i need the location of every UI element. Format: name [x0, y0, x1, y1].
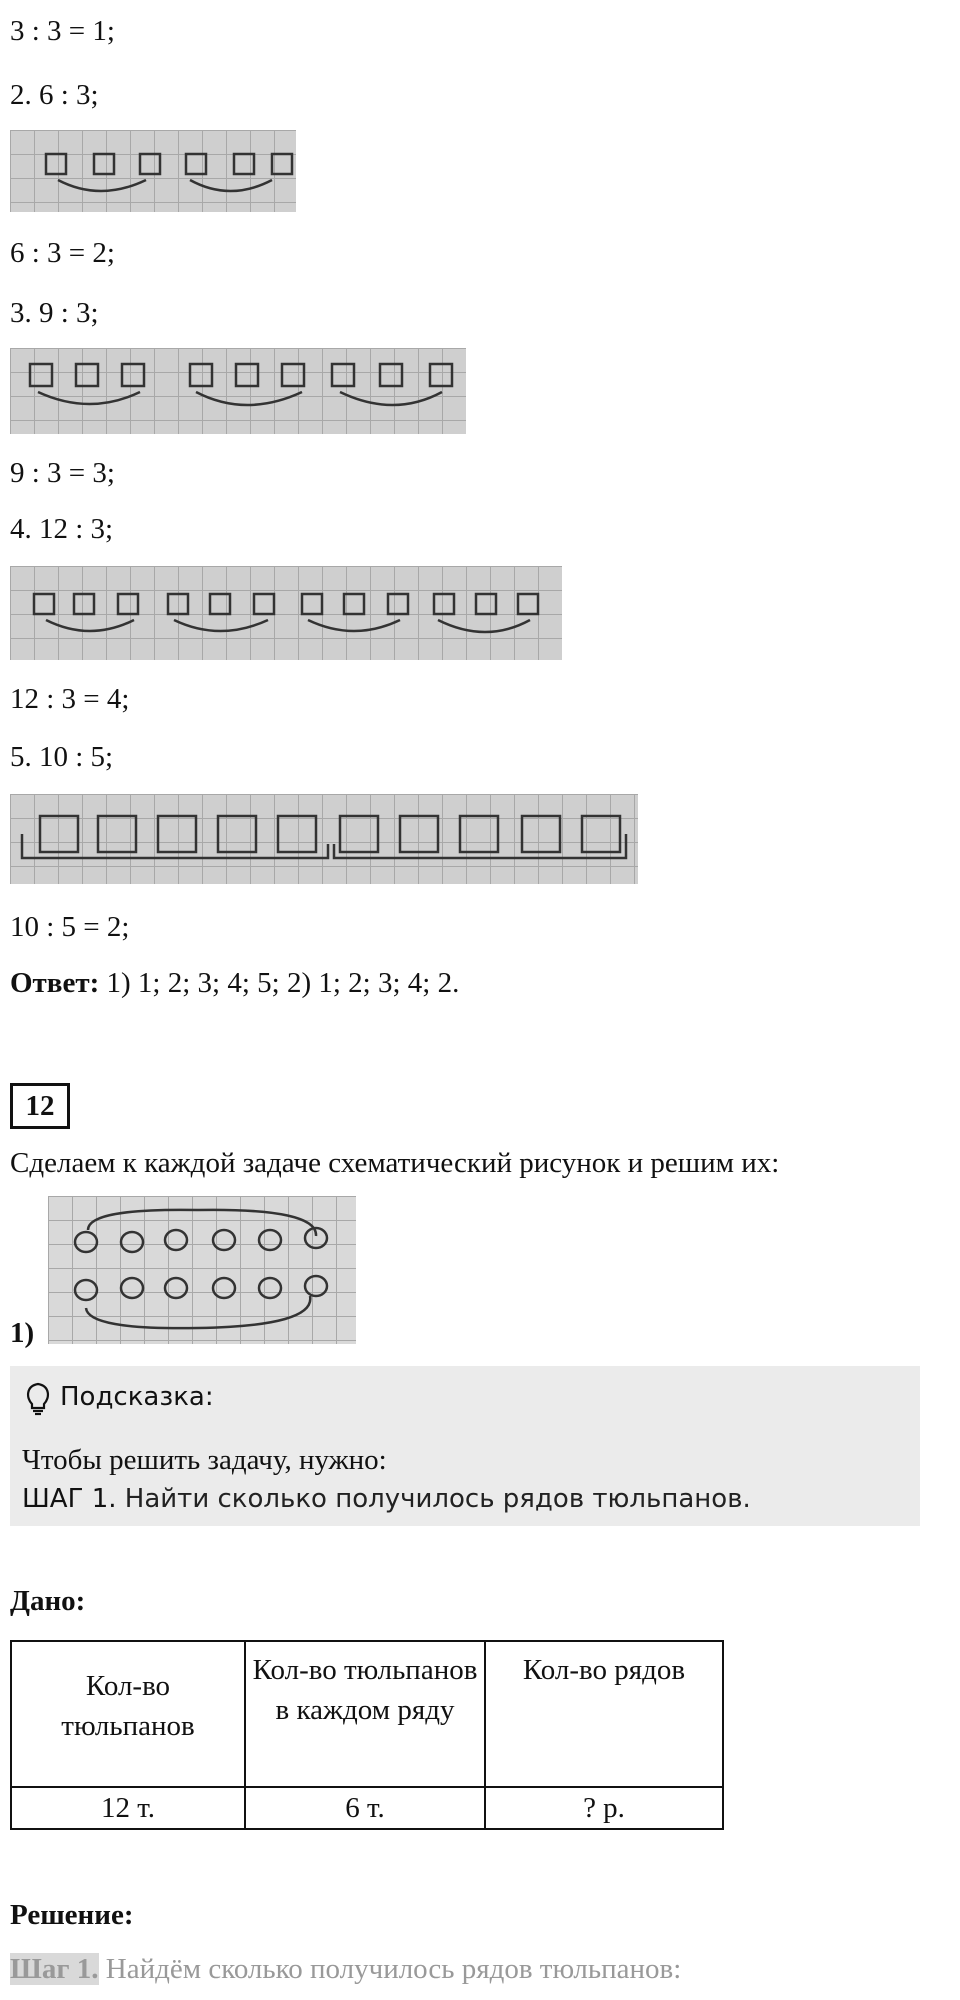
sketch-tulip-rows — [48, 1196, 356, 1344]
hint-step-text: Найти сколько получилось рядов тюльпанов. — [116, 1484, 751, 1514]
table-cell: ? р. — [485, 1787, 723, 1829]
answer-label: Ответ: — [10, 967, 100, 999]
sketch-10-squares — [10, 794, 638, 884]
solution-title: Решение: — [10, 1899, 134, 1931]
table-header-cell: Кол-во тюльпанов в каждом ряду — [245, 1641, 485, 1787]
equation-line: 12 : 3 = 4; — [10, 683, 130, 715]
solution-step-text: Найдём сколько получилось рядов тюльпанов: — [98, 1953, 682, 1985]
exercise-line: 5. 10 : 5; — [10, 741, 114, 773]
equation-line: 10 : 5 = 2; — [10, 911, 130, 943]
sketch-9-squares — [10, 348, 466, 434]
task-number-box: 12 — [10, 1083, 70, 1129]
lightbulb-icon — [24, 1380, 52, 1424]
hint-text: Чтобы решить задачу, нужно: — [22, 1444, 387, 1476]
sketch-6-squares — [10, 130, 296, 212]
answer-text: 1) 1; 2; 3; 4; 5; 2) 1; 2; 3; 4; 2. — [99, 967, 460, 999]
table-header-cell: Кол-во тюльпанов — [11, 1641, 245, 1787]
hint-box — [10, 1366, 920, 1526]
squares-drawing — [10, 794, 638, 884]
exercise-line: 3. 9 : 3; — [10, 297, 99, 329]
squares-drawing — [10, 130, 296, 212]
part-label: 1) — [10, 1317, 35, 1349]
task-intro: Сделаем к каждой задаче схематический рисунок и решим их: — [10, 1147, 780, 1179]
exercise-line: 2. 6 : 3; — [10, 79, 99, 111]
squares-drawing — [10, 566, 562, 660]
table-cell: 12 т. — [11, 1787, 245, 1829]
circles-drawing — [48, 1196, 356, 1344]
hint-step-label: ШАГ 1. — [22, 1484, 117, 1514]
table-row — [11, 1787, 723, 1829]
sketch-12-squares — [10, 566, 562, 660]
given-title: Дано: — [10, 1585, 86, 1617]
solution-step — [10, 1952, 681, 1986]
equation-line: 9 : 3 = 3; — [10, 457, 115, 489]
answer-line — [10, 966, 459, 1000]
equation-line: 3 : 3 = 1; — [10, 15, 115, 47]
given-table — [10, 1640, 724, 1830]
table-cell: 6 т. — [245, 1787, 485, 1829]
exercise-line: 4. 12 : 3; — [10, 513, 114, 545]
squares-drawing — [10, 348, 466, 434]
table-header-row — [11, 1641, 723, 1787]
hint-step — [22, 1484, 751, 1514]
solution-step-label: Шаг 1. — [10, 1953, 99, 1985]
equation-line: 6 : 3 = 2; — [10, 237, 115, 269]
table-header-cell: Кол-во рядов — [485, 1641, 723, 1787]
hint-title: Подсказка: — [60, 1382, 214, 1412]
